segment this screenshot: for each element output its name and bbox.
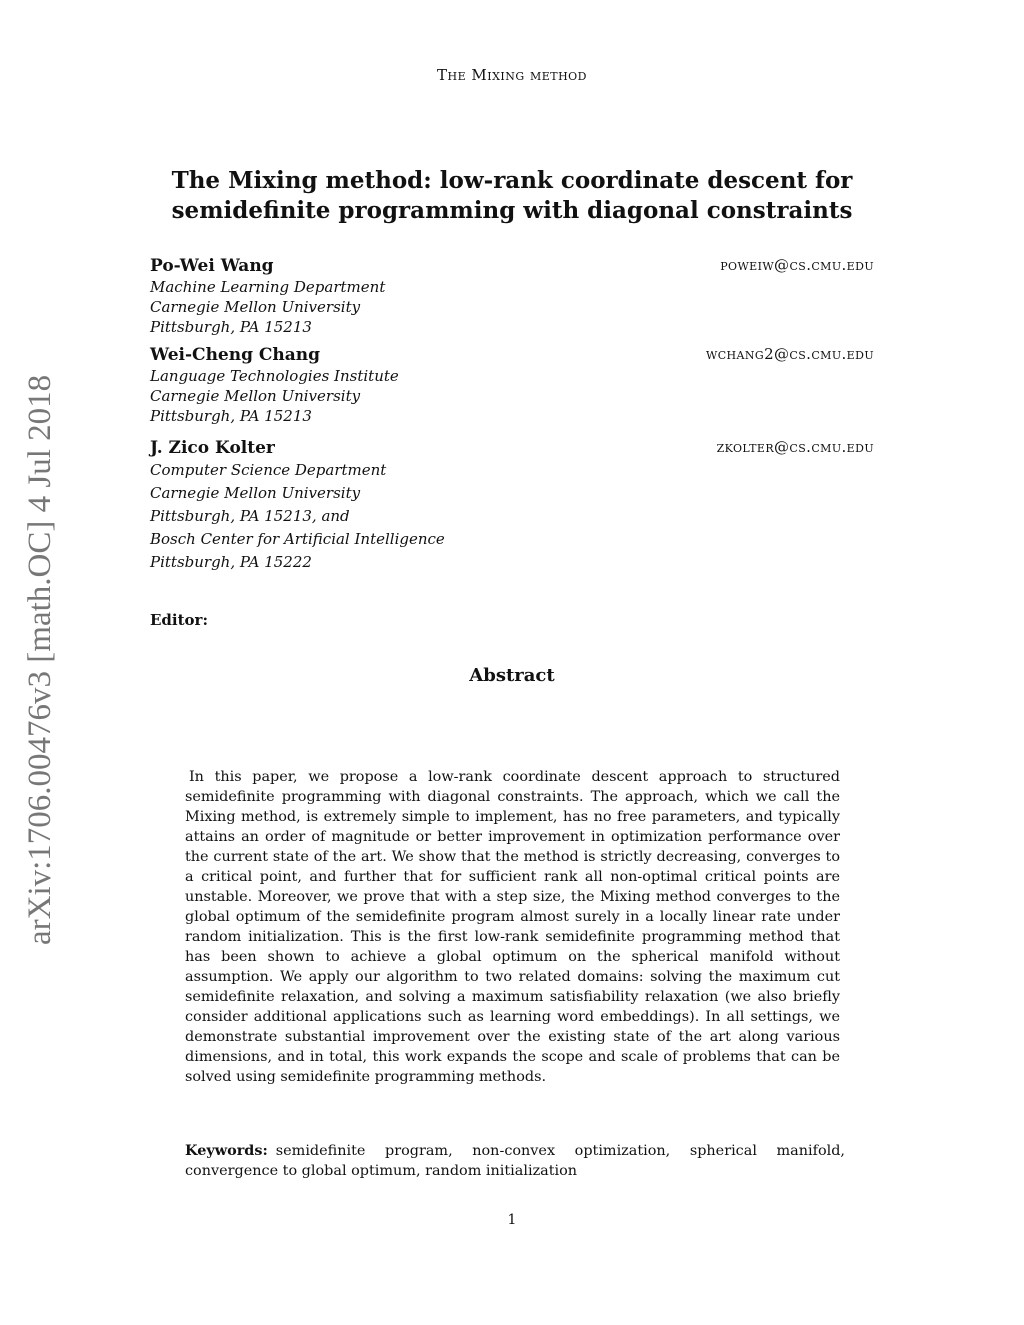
title-line-2: semidefinite programming with diagonal constraints xyxy=(171,197,853,224)
author-email: poweiw@cs.cmu.edu xyxy=(720,256,874,274)
affiliation-line: Pittsburgh, PA 15213 xyxy=(150,318,312,336)
keywords-text: semidefinite program, non-convex optimization, spherical manifold, convergence to global optimum, random initialization xyxy=(185,1143,845,1179)
author-name: J. Zico Kolter xyxy=(150,438,275,458)
affiliation-line: Carnegie Mellon University xyxy=(150,484,361,502)
affiliation-line: Carnegie Mellon University xyxy=(150,298,361,316)
affiliation-line: Carnegie Mellon University xyxy=(150,387,361,405)
abstract-heading: Abstract xyxy=(469,665,555,686)
affiliation-line: Language Technologies Institute xyxy=(150,367,399,385)
author-email: zkolter@cs.cmu.edu xyxy=(716,438,874,456)
title-line-1: The Mixing method: low-rank coordinate descent for xyxy=(171,167,853,194)
affiliation-line: Pittsburgh, PA 15222 xyxy=(150,553,312,571)
keywords-section xyxy=(185,1141,845,1181)
editor-label: Editor: xyxy=(150,611,208,629)
author-block-2 xyxy=(150,344,874,426)
author-name: Wei-Cheng Chang xyxy=(150,345,321,365)
abstract-body xyxy=(185,767,840,1087)
author-block-1 xyxy=(150,255,874,337)
affiliation-line: Computer Science Department xyxy=(150,461,387,479)
running-head: The Mixing method xyxy=(436,66,588,84)
author-name: Po-Wei Wang xyxy=(150,256,274,276)
author-email: wchang2@cs.cmu.edu xyxy=(706,345,874,363)
affiliation-line: Bosch Center for Artificial Intelligence xyxy=(150,530,445,548)
arxiv-stamp: arXiv:1706.00476v3 [math.OC] 4 Jul 2018 xyxy=(22,374,58,945)
affiliation-line: Machine Learning Department xyxy=(150,278,386,296)
affiliation-line: Pittsburgh, PA 15213, and xyxy=(150,507,350,525)
affiliation-line: Pittsburgh, PA 15213 xyxy=(150,407,312,425)
author-block-3 xyxy=(150,437,874,574)
paper-title xyxy=(150,166,874,226)
page-number: 1 xyxy=(507,1212,517,1228)
abstract-paragraph: In this paper, we propose a low-rank coordinate descent approach to structured semidefinite programming with diagonal constraints. The approach, which we call the Mixing method, is extremely simple to implement, has no free parameters, and typically attains an order of magnitude or better improvement in optimization performance over the current state of the art. We show that the method is strictly decreasing, converges to a critical point, and further that for sufficient rank all non-optimal critical points are unstable. Moreover, we prove that with a step size, the Mixing method converges to the global optimum of the semidefinite program almost surely in a locally linear rate under random initialization. This is the first low-rank semidefinite programming method that has been shown to achieve a global optimum on the spherical manifold without assumption. We apply our algorithm to two related domains: solving the maximum cut semidefinite relaxation, and solving a maximum satisfiability relaxation (we also briefly consider additional applications such as learning word embeddings). In all settings, we demonstrate substantial improvement over the existing state of the art along various dimensions, and in total, this work expands the scope and scale of problems that can be solved using semidefinite programming methods. xyxy=(185,769,840,1085)
keywords-label: Keywords: xyxy=(185,1142,268,1159)
